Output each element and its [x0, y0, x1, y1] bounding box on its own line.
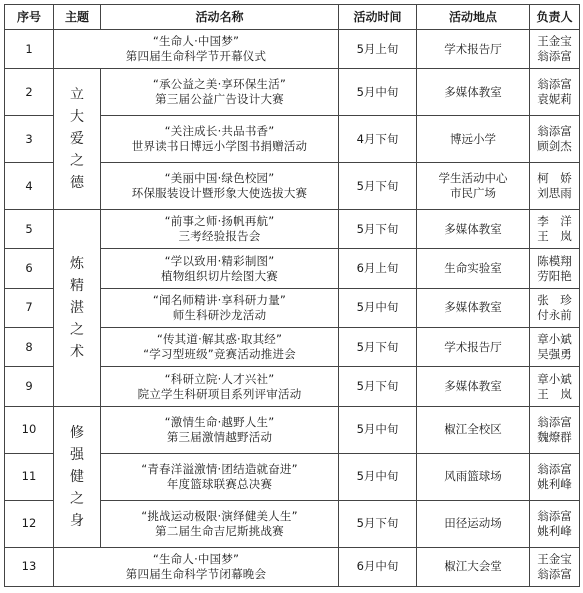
header-theme: 主题 — [54, 5, 101, 30]
place-line: 生命实验室 — [444, 261, 502, 276]
header-activity-time: 活动时间 — [339, 5, 417, 30]
person-in-charge — [530, 163, 580, 210]
activity-schedule-table — [4, 4, 580, 587]
person-in-charge — [530, 116, 580, 163]
activity-title: 第四届生命科学节闭幕晚会 — [125, 566, 267, 581]
person-in-charge — [530, 500, 580, 547]
activity-name — [101, 249, 339, 288]
activity-time: 4月下旬 — [339, 116, 417, 163]
lead-name: 翁添富 — [537, 49, 572, 64]
lead-name: 姚利峰 — [537, 523, 572, 538]
lead-name: 翁添富 — [537, 508, 572, 523]
place-line: 学术报告厅 — [444, 41, 502, 56]
lead-name: 翁添富 — [537, 461, 572, 476]
person-in-charge — [530, 367, 580, 406]
activity-place — [417, 328, 530, 367]
theme-cell — [54, 210, 101, 407]
activity-slogan: “挑战运动极限·演绎健美人生” — [141, 508, 298, 523]
row-number: 8 — [5, 328, 54, 367]
activity-place — [417, 249, 530, 288]
header-activity-name: 活动名称 — [101, 5, 339, 30]
lead-name: 魏燎群 — [537, 429, 572, 444]
activity-name — [101, 69, 339, 116]
table-row — [5, 210, 580, 249]
person-in-charge — [530, 69, 580, 116]
activity-slogan: “生命人·中国梦” — [152, 34, 240, 49]
lead-name: 王金宝 — [537, 551, 572, 566]
activity-slogan: “关注成长·共品书香” — [164, 124, 275, 139]
place-line: 田径运动场 — [444, 516, 502, 531]
activity-slogan: “青春洋溢激情·团结造就奋进” — [141, 461, 298, 476]
place-line: 椒江大会堂 — [444, 559, 502, 574]
lead-name: 王金宝 — [537, 34, 572, 49]
header-person-in-charge: 负责人 — [530, 5, 580, 30]
header-activity-place: 活动地点 — [417, 5, 530, 30]
lead-name: 姚利峰 — [537, 476, 572, 491]
place-line: 多媒体教室 — [444, 221, 502, 236]
person-in-charge — [530, 210, 580, 249]
lead-name: 翁添富 — [537, 566, 572, 581]
lead-name: 翁添富 — [537, 124, 572, 139]
activity-place — [417, 69, 530, 116]
row-number: 4 — [5, 163, 54, 210]
lead-name: 王 岚 — [537, 229, 572, 244]
place-line: 多媒体教室 — [444, 84, 502, 99]
activity-slogan: “美丽中国·绿色校园” — [164, 171, 275, 186]
activity-time: 5月下旬 — [339, 163, 417, 210]
activity-place — [417, 547, 530, 586]
table-row — [5, 69, 580, 116]
activity-title: 第四届生命科学节开幕仪式 — [125, 49, 267, 64]
lead-name: 袁妮莉 — [537, 92, 572, 107]
header-number: 序号 — [5, 5, 54, 30]
lead-name: 陈模翔 — [537, 253, 572, 268]
lead-name: 付永前 — [537, 307, 572, 322]
lead-name: 劳阳艳 — [537, 268, 572, 283]
activity-slogan: “前事之师·扬帆再航” — [164, 214, 275, 229]
row-number: 11 — [5, 453, 54, 500]
activity-time: 5月下旬 — [339, 500, 417, 547]
row-number: 10 — [5, 406, 54, 453]
activity-place — [417, 453, 530, 500]
activity-place — [417, 288, 530, 327]
activity-title: 师生科研沙龙活动 — [172, 307, 267, 322]
activity-time: 5月下旬 — [339, 210, 417, 249]
lead-name: 翁添富 — [537, 414, 572, 429]
place-line: 多媒体教室 — [444, 379, 502, 394]
activity-title: 植物组织切片绘图大赛 — [161, 268, 278, 283]
theme-label: 立大爱之德 — [70, 87, 84, 192]
activity-slogan: “传其道·解其惑·取其经” — [156, 332, 283, 347]
activity-slogan: “承公益之美·享环保生活” — [152, 77, 287, 92]
row-number: 2 — [5, 69, 54, 116]
activity-name — [101, 163, 339, 210]
activity-title: 院立学生科研项目系列评审活动 — [137, 386, 302, 401]
lead-name: 刘思雨 — [537, 186, 572, 201]
activity-time: 5月中旬 — [339, 69, 417, 116]
activity-name — [101, 116, 339, 163]
activity-time: 5月下旬 — [339, 328, 417, 367]
activity-time: 5月中旬 — [339, 453, 417, 500]
activity-place — [417, 30, 530, 69]
row-number: 1 — [5, 30, 54, 69]
activity-place — [417, 500, 530, 547]
activity-name — [101, 328, 339, 367]
activity-name — [54, 547, 339, 586]
lead-name: 翁添富 — [537, 77, 572, 92]
lead-name: 王 岚 — [537, 386, 572, 401]
row-number: 6 — [5, 249, 54, 288]
person-in-charge — [530, 249, 580, 288]
lead-name: 吴强勇 — [537, 347, 572, 362]
theme-label: 修强健之身 — [70, 424, 84, 529]
activity-slogan: “激情生命·越野人生” — [164, 414, 275, 429]
activity-title: 世界读书日博远小学图书捐赠活动 — [131, 139, 308, 154]
activity-slogan: “学以致用·精彩制图” — [164, 253, 275, 268]
activity-time: 5月上旬 — [339, 30, 417, 69]
activity-place — [417, 367, 530, 406]
person-in-charge — [530, 288, 580, 327]
row-number: 3 — [5, 116, 54, 163]
place-line: 椒江全校区 — [444, 422, 502, 437]
activity-title: 第二届生命吉尼斯挑战赛 — [155, 523, 284, 538]
row-number: 12 — [5, 500, 54, 547]
activity-title: 环保服装设计暨形象大使选拔大赛 — [131, 186, 308, 201]
place-line: 多媒体教室 — [444, 300, 502, 315]
row-number: 7 — [5, 288, 54, 327]
table-row — [5, 547, 580, 586]
row-number: 13 — [5, 547, 54, 586]
activity-title: 第三届激情越野活动 — [166, 429, 273, 444]
place-line: 博远小学 — [450, 131, 496, 146]
activity-place — [417, 210, 530, 249]
theme-cell — [54, 69, 101, 210]
theme-label: 炼精湛之术 — [70, 255, 84, 360]
place-line: 学生活动中心 — [438, 171, 508, 186]
activity-title: 第三届公益广告设计大赛 — [155, 92, 284, 107]
activity-time: 6月中旬 — [339, 547, 417, 586]
person-in-charge — [530, 30, 580, 69]
activity-title: “学习型班级”竞赛活动推进会 — [143, 347, 296, 362]
activity-name — [101, 453, 339, 500]
lead-name: 张 珍 — [537, 292, 572, 307]
activity-name — [54, 30, 339, 69]
activity-place — [417, 163, 530, 210]
activity-title: 年度篮球联赛总决赛 — [166, 476, 273, 491]
activity-name — [101, 367, 339, 406]
activity-name — [101, 288, 339, 327]
activity-name — [101, 406, 339, 453]
lead-name: 柯 娇 — [537, 171, 572, 186]
theme-cell — [54, 406, 101, 547]
activity-time: 5月中旬 — [339, 288, 417, 327]
activity-slogan: “生命人·中国梦” — [152, 551, 240, 566]
person-in-charge — [530, 547, 580, 586]
lead-name: 顾剑杰 — [537, 139, 572, 154]
lead-name: 李 洋 — [537, 214, 572, 229]
row-number: 9 — [5, 367, 54, 406]
person-in-charge — [530, 453, 580, 500]
place-line: 风雨篮球场 — [444, 469, 502, 484]
activity-name — [101, 500, 339, 547]
activity-place — [417, 406, 530, 453]
activity-time: 5月中旬 — [339, 406, 417, 453]
header-row — [5, 5, 580, 30]
activity-title: 三考经验报告会 — [178, 229, 261, 244]
table-row — [5, 406, 580, 453]
activity-slogan: “闻名师精讲·享科研力量” — [152, 292, 287, 307]
activity-place — [417, 116, 530, 163]
lead-name: 章小斌 — [537, 332, 572, 347]
place-line: 学术报告厅 — [444, 339, 502, 354]
person-in-charge — [530, 328, 580, 367]
activity-name — [101, 210, 339, 249]
person-in-charge — [530, 406, 580, 453]
table-row — [5, 30, 580, 69]
activity-time: 5月下旬 — [339, 367, 417, 406]
activity-time: 6月上旬 — [339, 249, 417, 288]
lead-name: 章小斌 — [537, 371, 572, 386]
activity-slogan: “科研立院·人才兴社” — [164, 371, 275, 386]
row-number: 5 — [5, 210, 54, 249]
place-line: 市民广场 — [450, 186, 496, 201]
